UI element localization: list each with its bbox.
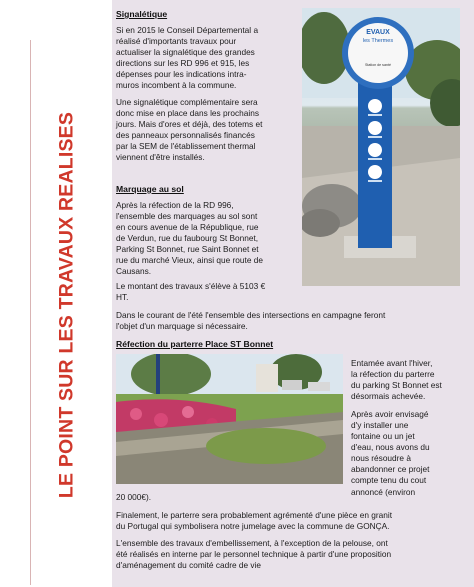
totem-illustration — [302, 8, 460, 286]
text-line: HT. — [116, 292, 129, 303]
paragraph-refection-final-2 — [116, 538, 468, 571]
text-line: l'ensemble des marquages au sol sont — [116, 211, 258, 222]
text-line: de Verdun, rue du faubourg St Bonnet, — [116, 233, 259, 244]
text-line: actualiser la signalétique des grandes — [116, 47, 255, 58]
paragraph-signaletique-2 — [116, 97, 296, 163]
text-line: Finalement, le parterre sera probablement agrémenté d'une pièce en granit — [116, 510, 393, 520]
text-line: la réfection du parterre — [351, 369, 435, 380]
text-line: été réalisés en interne par le personnel technique à partir d'une proposition — [116, 549, 392, 560]
totem-caption: Station de santé — [365, 63, 391, 67]
paragraph-signaletique-1 — [116, 25, 296, 91]
text-line: directions sur les RD 996 et 915, les — [116, 58, 250, 69]
text-line: par la SEM de l'établissement thermal — [116, 141, 256, 152]
text-line: muros incombent à la commune. — [116, 80, 237, 91]
text-line: Le montant des travaux s'élève à 5103 € — [116, 281, 266, 291]
totem-title: EVAUX — [366, 29, 390, 36]
text-line: Une signalétique complémentaire sera — [116, 97, 258, 107]
text-line: d'y installer une — [351, 420, 409, 431]
paragraph-refection-right — [351, 358, 458, 498]
sidebar-title: LE POINT SUR LES TRAVAUX REALISES — [55, 111, 78, 499]
totem-subtitle: les Thermes — [362, 38, 394, 44]
text-line: d'eau, nous avons du — [351, 442, 430, 453]
section-title-marquage: Marquage au sol — [116, 184, 184, 194]
text-line: Causans. — [116, 266, 152, 277]
text-line: du Portugal qui symbolisera notre jumelage avec la commune de GONÇA. — [116, 521, 390, 532]
text-line: désormais achevée. — [351, 391, 426, 402]
text-line: Après avoir envisagé — [351, 409, 429, 420]
text-line: Parking St Bonnet, rue Saint Bonnet et — [116, 244, 259, 255]
text-line: réalisé d'importants travaux pour — [116, 36, 237, 47]
text-line: jours. Mais d'ores et déjà, des totems et — [116, 119, 263, 130]
text-line: compte tenu du cout — [351, 475, 427, 486]
text-line: d'aménagement du comité cadre de vie — [116, 560, 262, 571]
text-line: Entamée avant l'hiver, — [351, 358, 433, 368]
spacer — [351, 402, 458, 409]
text-line: Après la réfection de la RD 996, — [116, 200, 234, 210]
paragraph-marquage-3 — [116, 310, 468, 332]
text-line: des panneaux personnalisés financés — [116, 130, 255, 141]
parterre-illustration — [116, 354, 343, 484]
text-line: du parking St Bonnet est — [351, 380, 442, 391]
text-line: annoncé (environ — [351, 486, 416, 497]
text-line: donc mise en place dans les prochains — [116, 108, 259, 119]
text-line: l'objet d'un marquage si nécessaire. — [116, 321, 248, 332]
text-line: Si en 2015 le Conseil Départemental a — [116, 25, 259, 35]
text-line: nous résoudre à — [351, 453, 411, 464]
paragraph-refection-cont: 20 000€). — [116, 492, 152, 502]
paragraph-marquage-2 — [116, 281, 296, 303]
text-line: abandonner ce projet — [351, 464, 430, 475]
sidebar — [0, 0, 112, 587]
paragraph-marquage-1 — [116, 200, 296, 277]
parterre-photo — [116, 354, 343, 484]
text-line: Dans le courant de l'été l'ensemble des intersections en campagne feront — [116, 310, 386, 320]
text-line: L'ensemble des travaux d'embellissement, à l'exception de la pelouse, ont — [116, 538, 388, 548]
section-title-refection: Réfection du parterre Place ST Bonnet — [116, 339, 274, 349]
text-line: en cours avenue de la République, rue — [116, 222, 259, 233]
paragraph-refection-final-1 — [116, 510, 468, 532]
text-line: dépenses pour les indications intra- — [116, 69, 247, 80]
totem-photo — [302, 8, 460, 286]
section-title-signaletique: Signalétique — [116, 9, 168, 19]
text-line: rue du marché Vieux, ainsi que route de — [116, 255, 263, 266]
text-line: fontaine ou un jet — [351, 431, 415, 442]
text-line: viennent d'être installés. — [116, 152, 205, 163]
